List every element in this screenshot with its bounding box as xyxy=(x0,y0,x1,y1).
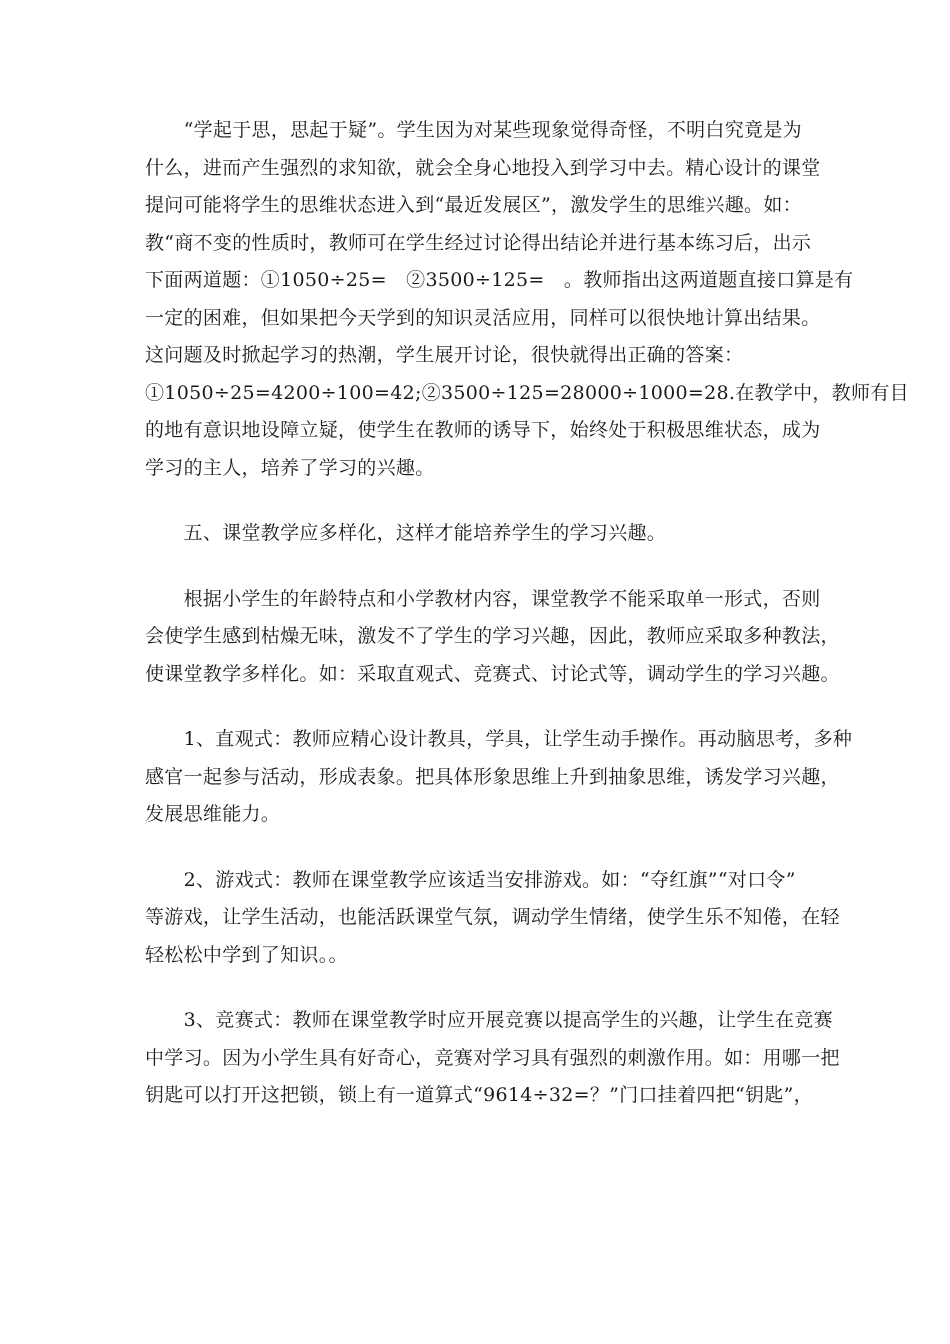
heading-line: 五、课堂教学应多样化，这样才能培养学生的学习兴趣。 xyxy=(145,522,667,544)
section-heading-five xyxy=(145,515,813,553)
text-line: 轻松松中学到了知识。。 xyxy=(145,943,348,966)
text-line: 使课堂教学多样化。如：采取直观式、竞赛式、讨论式等，调动学生的学习兴趣。 xyxy=(145,662,840,685)
text-line: 教“商不变的性质时，教师可在学生经过讨论得出结论并进行基本练习后，出示 xyxy=(145,231,812,254)
text-line: 等游戏，让学生活动，也能活跃课堂气氛，调动学生情绪，使学生乐不知倦，在轻 xyxy=(145,906,840,928)
text-line: ①1050÷25=4200÷100=42;②3500÷125=28000÷1000=28.在教学中，教师有目 xyxy=(145,381,909,404)
paragraph-questioning xyxy=(145,112,909,487)
text-line: 下面两道题：①1050÷25= ②3500÷125= 。教师指出这两道题直接口算是有 xyxy=(145,269,854,291)
text-line: 一定的困难，但如果把今天学到的知识灵活应用，同样可以很快地计算出结果。 xyxy=(145,306,821,329)
paragraph-competition xyxy=(145,1002,840,1115)
paragraph-game xyxy=(145,862,840,975)
text-line: 的地有意识地设障立疑，使学生在教师的诱导下，始终处于积极思维状态，成为 xyxy=(145,419,821,441)
text-line: 这问题及时掀起学习的热潮，学生展开讨论，很快就得出正确的答案： xyxy=(145,344,744,366)
text-line: 会使学生感到枯燥无味，激发不了学生的学习兴趣，因此，教师应采取多种教法， xyxy=(145,625,840,647)
text-line: 根据小学生的年龄特点和小学教材内容，课堂教学不能采取单一形式，否则 xyxy=(145,587,821,610)
text-line: 中学习。因为小学生具有好奇心，竞赛对学习具有强烈的刺激作用。如：用哪一把 xyxy=(145,1046,840,1069)
text-line: 提问可能将学生的思维状态进入到“最近发展区”，激发学生的思维兴趣。如： xyxy=(145,194,802,216)
document-page xyxy=(145,112,909,1115)
paragraph-diversity xyxy=(145,581,840,694)
paragraph-intuitive xyxy=(145,721,853,834)
text-line: 学习的主人，培养了学习的兴趣。 xyxy=(145,456,435,479)
text-line: “学起于思，思起于疑”。学生因为对某些现象觉得奇怪，不明白究竟是为 xyxy=(145,119,802,141)
text-line: 感官一起参与活动，形成表象。把具体形象思维上升到抽象思维，诱发学习兴趣， xyxy=(145,765,840,788)
text-line: 1、直观式：教师应精心设计教具，学具，让学生动手操作。再动脑思考，多种 xyxy=(145,728,853,750)
text-line: 钥匙可以打开这把锁，锁上有一道算式“9614÷32=？”门口挂着四把“钥匙”， xyxy=(145,1084,813,1106)
text-line: 2、游戏式：教师在课堂教学应该适当安排游戏。如：“夺红旗”“对口令” xyxy=(145,868,796,891)
text-line: 3、竞赛式：教师在课堂教学时应开展竞赛以提高学生的兴趣，让学生在竞赛 xyxy=(145,1009,833,1031)
text-line: 什么，进而产生强烈的求知欲，就会全身心地投入到学习中去。精心设计的课堂 xyxy=(145,156,821,179)
text-line: 发展思维能力。 xyxy=(145,803,281,825)
